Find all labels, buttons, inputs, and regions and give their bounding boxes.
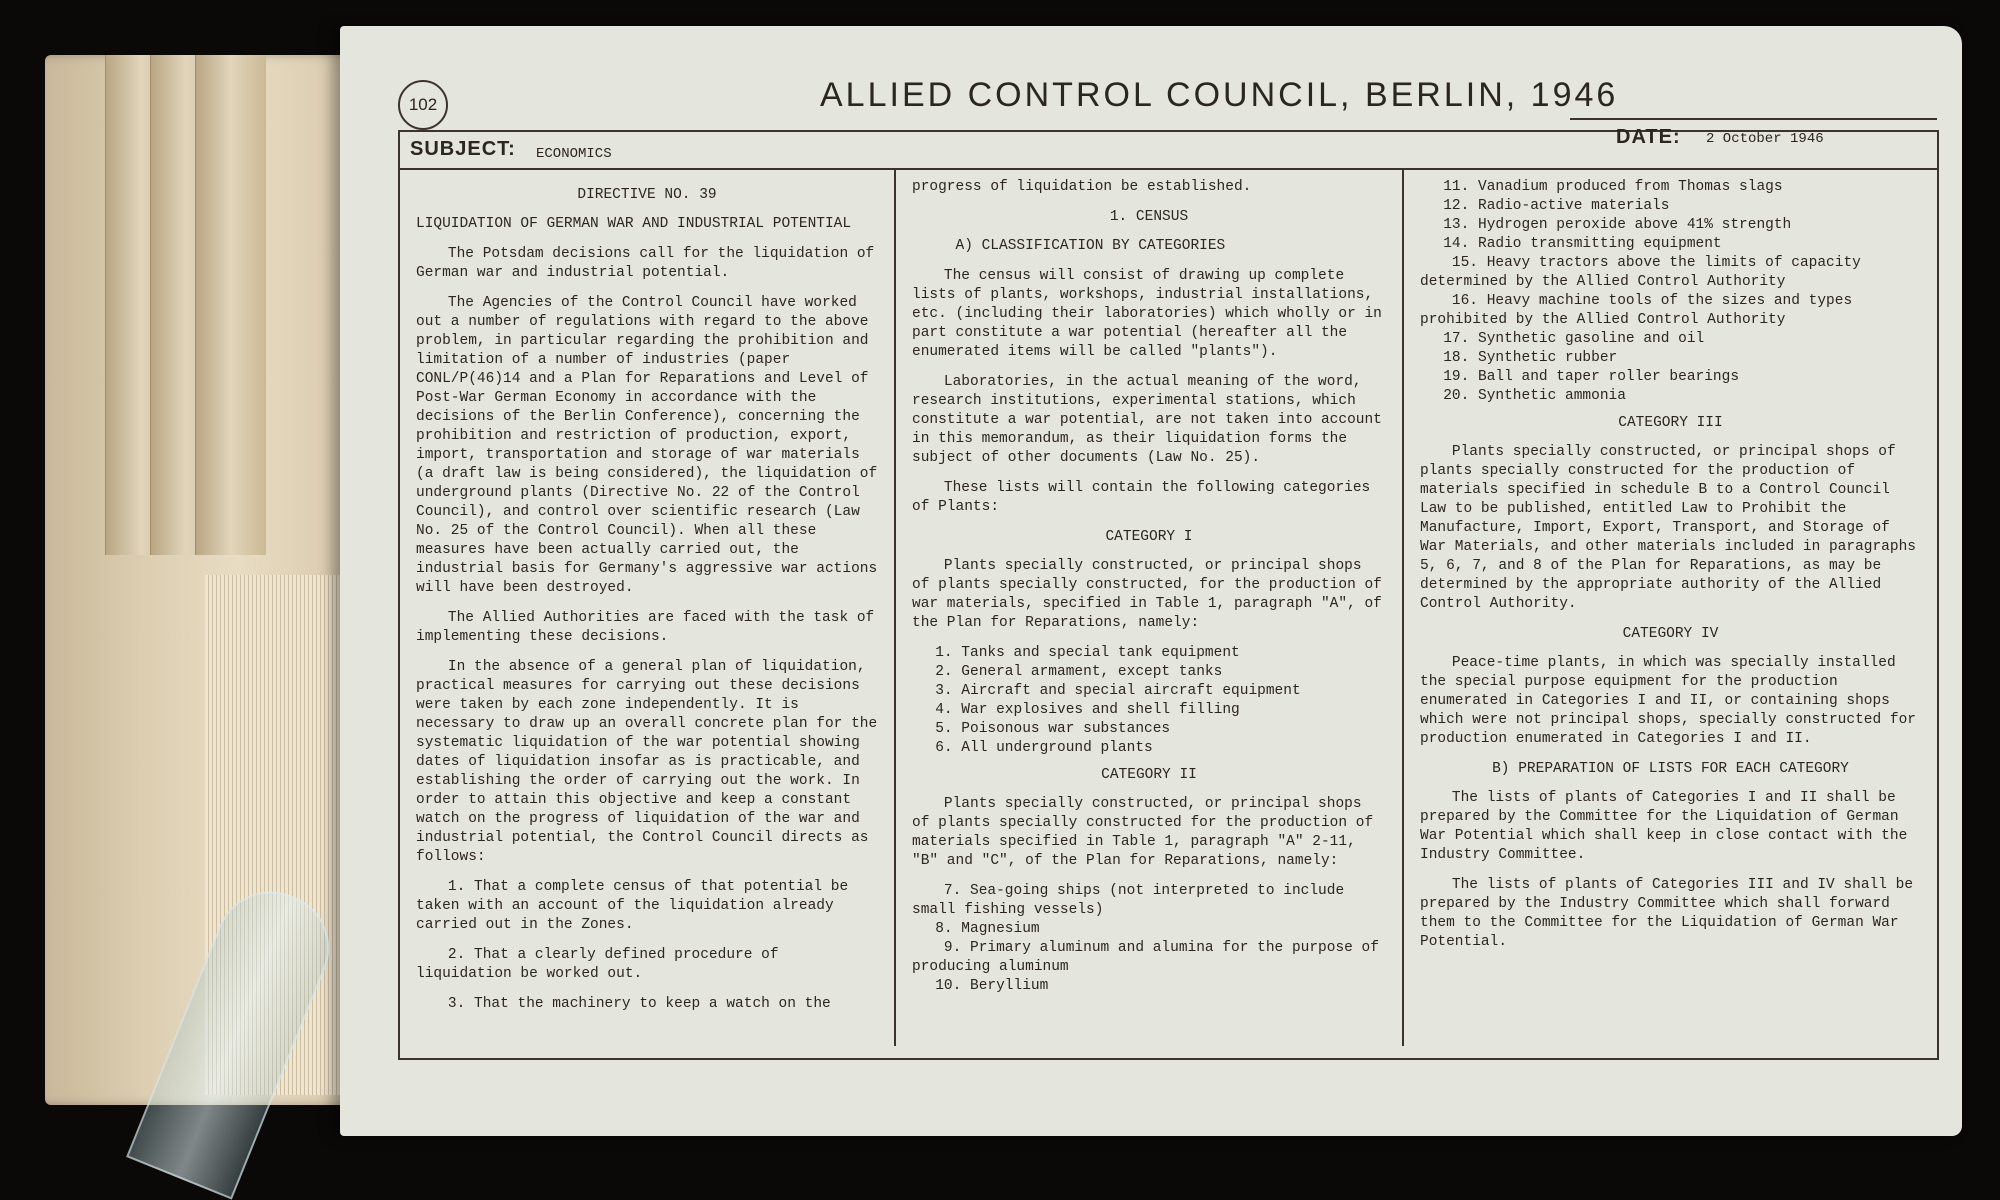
list-item: 14. Radio transmitting equipment <box>1443 236 1722 252</box>
list-item: 8. Magnesium <box>935 921 1040 937</box>
date-label: DATE: <box>1616 126 1681 148</box>
list-item: 18. Synthetic rubber <box>1443 350 1618 366</box>
paragraph: Plants specially constructed, or principal shops of plants specially constructed for the production of materials specified in Table 1, paragraph "A" 2-11, "B" and "C", of the Plan for Reparations, namely: <box>912 796 1374 869</box>
section-subheading: B) PREPARATION OF LISTS FOR EACH CATEGORY <box>1492 761 1849 777</box>
list-item: 1. Tanks and special tank equipment <box>935 645 1240 661</box>
paragraph: The lists of plants of Categories I and II shall be prepared by the Committee for the Liquidation of German War Potential which shall keep in close contact with the Industry Committee. <box>1420 790 1908 863</box>
column-3 <box>1404 168 1937 1046</box>
paragraph: Plants specially constructed, or principal shops of plants specially constructed for the production of materials specified in schedule B to a Control Council Law to be published, entitled Law to Prohibit the Manufacture, Import, Export, Transport, and Storage of War Materials, and other materials included in paragraphs 5, 6, 7, and 8 of the Plan for Reparations, as may be determined by the appropriate authority of the Allied Control Authority. <box>1420 444 1916 612</box>
list-item: 11. Vanadium produced from Thomas slags <box>1443 179 1783 195</box>
list-item: 19. Ball and taper roller bearings <box>1443 369 1740 385</box>
paragraph: These lists will contain the following categories of Plants: <box>912 480 1371 515</box>
category-heading: CATEGORY II <box>1101 767 1197 783</box>
column-2 <box>896 168 1404 1046</box>
paragraph: In the absence of a general plan of liquidation, practical measures for carrying out these decisions were taken by each zone independently. It is necessary to draw up an overall concrete plan for the systematic liquidation of the war potential showing dates of liquidation insofar as is practicable, and establishing the order of carrying out the work. In order to attain this objective and keep a constant watch on the progress of liquidation of the war and industrial potential, the Control Council directs as follows: <box>416 659 878 865</box>
list-item: 4. War explosives and shell filling <box>935 702 1240 718</box>
paragraph: Peace-time plants, in which was specially installed the special purpose equipment for the production enumerated in Categories I and II, or containing shops which were not principal shops, specially constructed for production enumerated in Categories I and II. <box>1420 655 1916 747</box>
list-item: 6. All underground plants <box>935 740 1153 756</box>
paragraph: The lists of plants of Categories III and IV shall be prepared by the Industry Committee which shall forward them to the Committee for the Liquidation of German War Potential. <box>1420 877 1914 950</box>
column-1 <box>400 168 896 1046</box>
subject-value: ECONOMICS <box>536 146 612 162</box>
page-number: 102 <box>398 80 448 130</box>
category-heading: CATEGORY IV <box>1622 626 1719 642</box>
list-item: 15. Heavy tractors above the limits of capacity determined by the Allied Control Authority <box>1420 255 1861 290</box>
list-item: 2. General armament, except tanks <box>935 664 1223 680</box>
paragraph: 3. That the machinery to keep a watch on the <box>447 996 831 1012</box>
list-item: 16. Heavy machine tools of the sizes and types prohibited by the Allied Control Authority <box>1420 293 1853 328</box>
paragraph: Laboratories, in the actual meaning of the word, research institutions, experimental stations, which constitute a war potential, are not taken into account in this memorandum, as their liquidation forms the subject of other documents (Law No. 25). <box>912 374 1382 466</box>
list-item: 5. Poisonous war substances <box>935 721 1171 737</box>
date-value: 2 October 1946 <box>1706 131 1824 147</box>
section-heading: 1. CENSUS <box>1109 209 1189 225</box>
page-edge <box>195 55 266 555</box>
paragraph: Plants specially constructed, or principal shops of plants specially constructed, for the production of war materials, specified in Table 1, paragraph "A", of the Plan for Reparations, namely: <box>912 558 1382 631</box>
paragraph: The Agencies of the Control Council have worked out a number of regulations with regard to the above problem, in particular regarding the prohibition and limitation of a number of industries (paper CONL/P(46)14 and a Plan for Reparations and Level of Post-War German Economy in accordance with the decisions of the Berlin Conference), concerning the prohibition and restriction of production, export, import, transportation and storage of war materials (a draft law is being considered), the liquidation of underground plants (Directive No. 22 of the Control Council), and control over scientific research (Law No. 25 of the Control Council). When all these measures have been actually carried out, the industrial basis for Germany's aggressive war actions will have been destroyed. <box>416 295 878 596</box>
category-heading: CATEGORY I <box>1105 529 1193 545</box>
list-item: 10. Beryllium <box>935 978 1049 994</box>
directive-subheading: LIQUIDATION OF GERMAN WAR AND INDUSTRIAL POTENTIAL <box>416 216 852 232</box>
paragraph: The Potsdam decisions call for the liquidation of German war and industrial potential. <box>416 246 875 281</box>
list-item: 7. Sea-going ships (not interpreted to include small fishing vessels) <box>912 883 1345 918</box>
document-frame <box>398 126 1939 1060</box>
list-item: 12. Radio-active materials <box>1443 198 1670 214</box>
paragraph: The Allied Authorities are faced with the task of implementing these decisions. <box>416 610 875 645</box>
paragraph: 1. That a complete census of that potential be taken with an account of the liquidation already carried out in the Zones. <box>416 879 849 933</box>
section-subheading: A) CLASSIFICATION BY CATEGORIES <box>955 238 1226 254</box>
paragraph: 2. That a clearly defined procedure of liquidation be worked out. <box>416 947 779 982</box>
paragraph: progress of liquidation be established. <box>912 179 1252 195</box>
category-1-list <box>912 644 1386 758</box>
page-title: ALLIED CONTROL COUNCIL, BERLIN, 1946 <box>820 76 1619 114</box>
directive-heading: DIRECTIVE NO. 39 <box>577 187 717 203</box>
list-item: 17. Synthetic gasoline and oil <box>1443 331 1705 347</box>
subject-label: SUBJECT: <box>410 138 516 160</box>
list-item: 20. Synthetic ammonia <box>1443 388 1626 404</box>
category-heading: CATEGORY III <box>1618 415 1723 431</box>
document-page <box>340 26 1962 1136</box>
paragraph: The census will consist of drawing up complete lists of plants, workshops, industrial installations, etc. (including their laboratories) which wholly or in part constitute a war potential (hereafter all the enumerated items will be called "plants"). <box>912 268 1382 360</box>
list-item: 9. Primary aluminum and alumina for the purpose of producing aluminum <box>912 940 1379 975</box>
list-item: 13. Hydrogen peroxide above 41% strength <box>1443 217 1792 233</box>
divider <box>1570 118 1937 120</box>
list-item: 3. Aircraft and special aircraft equipment <box>935 683 1301 699</box>
